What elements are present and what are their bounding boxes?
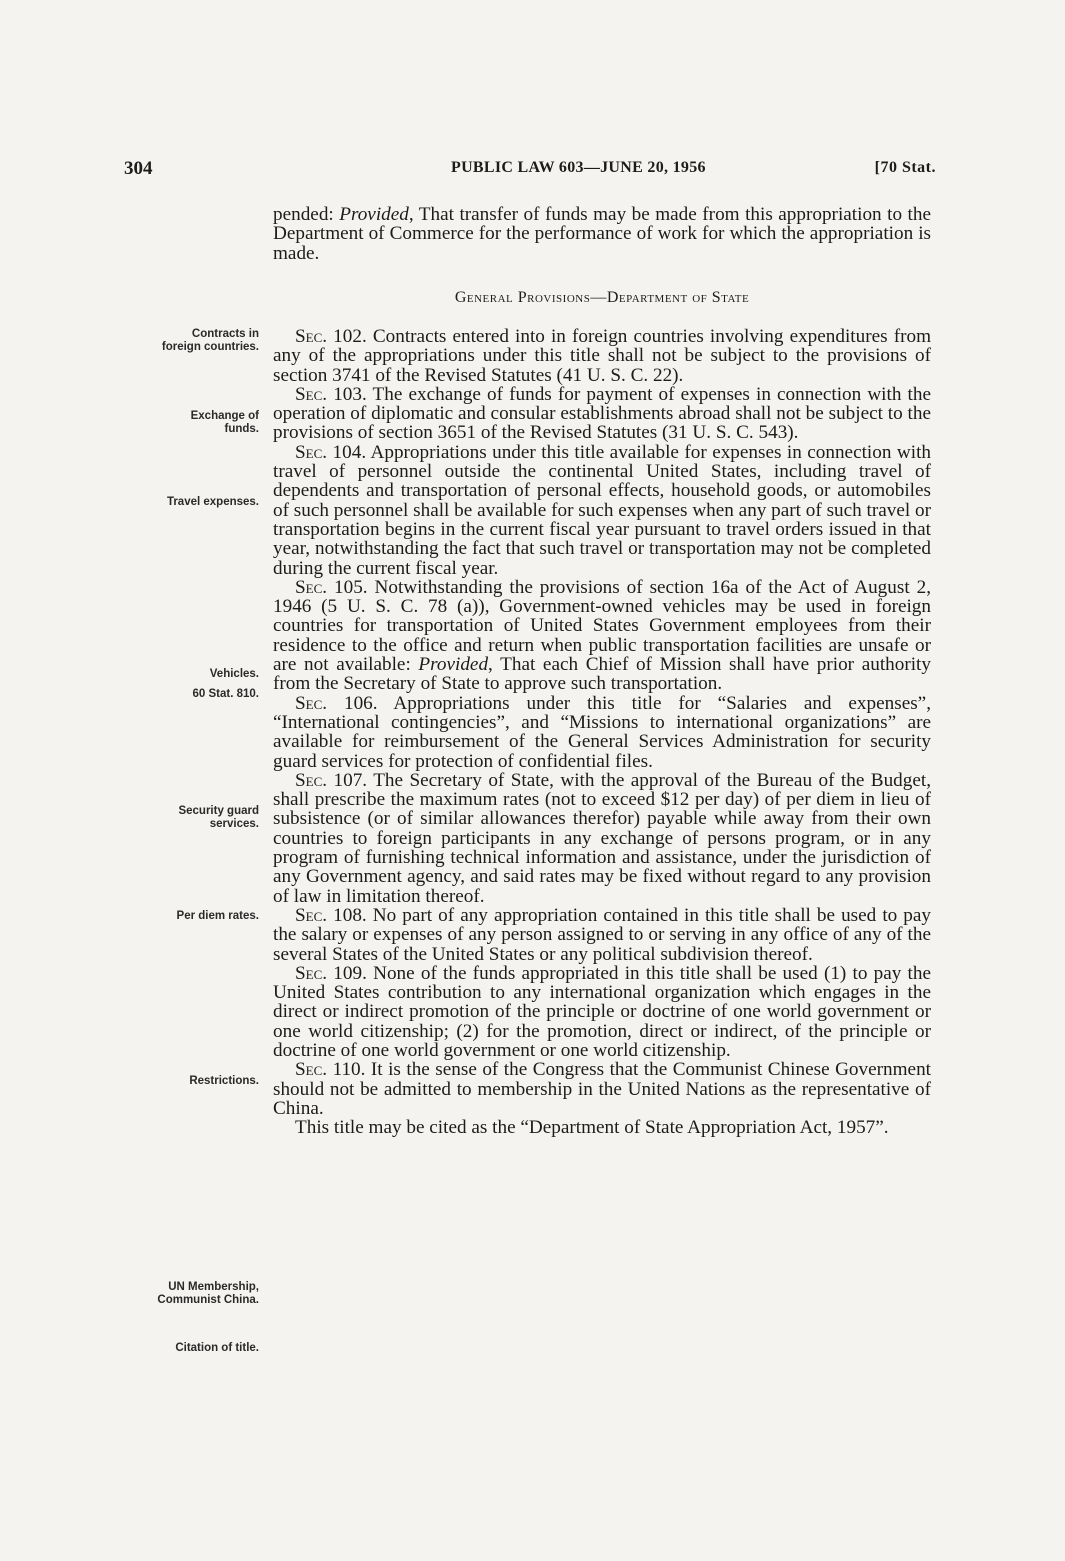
sec-text: 103. The exchange of funds for payment of expenses in connection with the operation of diplomatic and consular establishments abroad shall not be subject to the provisions of section 3651 of the Revised Statutes (31 U. S. C. 543). (273, 383, 931, 444)
sec-text: 108. No part of any appropriation contained in this title shall be used to pay the salary or expenses of any person assigned to or serving in any office of any of the several States of the United States or any political subdivision thereof. (273, 904, 931, 965)
p0-italic: Provided (339, 204, 409, 225)
citation-text: This title may be cited as the “Department of State Appropriation Act, 1957”. (295, 1117, 889, 1139)
sec-label: Sec. (295, 441, 328, 463)
sec-label: Sec. (295, 576, 328, 598)
margin-note-exchange (191, 410, 259, 436)
statute-reference: [70 Stat. (874, 159, 936, 176)
note-line: Vehicles. (209, 668, 259, 680)
citation-paragraph (273, 1118, 931, 1137)
sec-label: Sec. (295, 383, 328, 405)
margin-note-un-membership (157, 1281, 259, 1307)
sections-body (273, 327, 931, 1137)
section-104 (273, 443, 931, 578)
sec-label: Sec. (295, 962, 328, 984)
margin-note-vehicles (193, 664, 259, 704)
margin-note-citation (175, 1342, 259, 1355)
section-108 (273, 906, 931, 964)
sec-label: Sec. (295, 326, 328, 347)
sec-text: 104. Appropriations under this title available for expenses in connection with travel of personnel outside the continental United States, including travel of dependents and transportation of personal effects, household goods, or automobiles of such personnel shall be available for such expenses when any part of such travel or transportation begins in the current fiscal year pursuant to travel orders issued in that year, notwithstanding the fact that such travel or transportation may not be completed during the current fiscal year. (273, 441, 932, 579)
section-107 (273, 771, 931, 906)
p0-post: , That transfer of funds may be made from this appropriation to the Department of Commerce for the performance of work for which the appropriation is made. (273, 204, 931, 264)
note-line: Travel expenses. (166, 496, 259, 508)
sec-text: 106. Appropriations under this title for “Salaries and expenses”, “International contingencies”, and “Missions to international organizations” are available for reimbursement of the General Services Administration for security guard services for protection of confidential files. (273, 692, 931, 772)
sec-text: 109. None of the funds appropriated in this title shall be used (1) to pay the United States contribution to any international organization which engages in the direct or indirect promotion of the principle or doctrine of one world government or one world citizenship; (2) for the promotion, direct or indirect, of the principle or doctrine of one world government or one world citizenship. (273, 962, 931, 1061)
note-line: Per diem rates. (176, 910, 259, 922)
note-line: 60 Stat. 810. (192, 688, 259, 700)
sec-italic: Provided (418, 654, 489, 676)
note-line: UN Membership, (168, 1281, 259, 1293)
running-head: PUBLIC LAW 603—JUNE 20, 1956 (451, 159, 706, 176)
sec-text: 107. The Secretary of State, with the approval of the Bureau of the Budget, shall prescribe the maximum rates (not to exceed $12 per day) of per diem in lieu of subsistence (or of similar allowances therefor) payable while away from their own countries to foreign participants in any exchange of persons program, or in any program of furnishing technical information and assistance, under the jurisdiction of any Government agency, and said rates may be fixed without regard to any provision of law in limitation thereof. (273, 769, 931, 907)
sec-label: Sec. (295, 904, 328, 926)
section-109 (273, 964, 931, 1060)
margin-note-per-diem (177, 910, 259, 923)
section-110 (273, 1060, 931, 1118)
note-line: services. (209, 818, 259, 830)
note-line: Restrictions. (189, 1075, 259, 1087)
margin-note-restrictions (189, 1075, 259, 1088)
note-line: Security guard (178, 805, 259, 817)
sec-text-post: , That each Chief of Mission shall have prior authority from the Secretary of State to approve such transportation. (273, 654, 931, 695)
page-number: 304 (124, 158, 153, 179)
page-header (124, 158, 936, 184)
note-line: Communist China. (157, 1294, 259, 1306)
sec-text: 102. Contracts entered into in foreign countries involving expenditures from any of the appropriations under this title shall not be subject to the provisions of section 3741 of the Revised Statutes (41 U. S. C. 22). (273, 326, 931, 386)
section-heading (273, 289, 931, 307)
note-line: Exchange of (190, 410, 259, 422)
sec-label: Sec. (295, 1059, 328, 1081)
section-heading-text: General Provisions—Department of State (454, 289, 750, 306)
section-106 (273, 694, 931, 771)
section-103 (273, 385, 931, 443)
section-105 (273, 578, 931, 694)
note-line: Citation of title. (175, 1342, 259, 1354)
note-line: funds. (224, 423, 259, 435)
sec-label: Sec. (295, 769, 328, 791)
p0-pre: pended: (273, 204, 340, 225)
sec-text: 110. It is the sense of the Congress that the Communist Chinese Government should not be admitted to membership in the United Nations as the representative of China. (273, 1059, 931, 1119)
continuation-paragraph (273, 205, 931, 263)
margin-note-contracts (162, 328, 259, 354)
margin-note-travel (167, 496, 259, 509)
note-line: foreign countries. (161, 341, 259, 353)
sec-text: 105. Notwithstanding the provisions of section 16a of the Act of August 2, 1946 (5 U. S. C. 78 (a)), Government-owned vehicles may be used in foreign countries for transportation of United States Government employees from their residence to the office and return when public transportation facilities are unsafe or are not available: (273, 576, 931, 676)
margin-note-security (178, 805, 259, 831)
sec-label: Sec. (295, 692, 328, 714)
section-102 (273, 327, 931, 385)
note-line: Contracts in (191, 328, 259, 340)
